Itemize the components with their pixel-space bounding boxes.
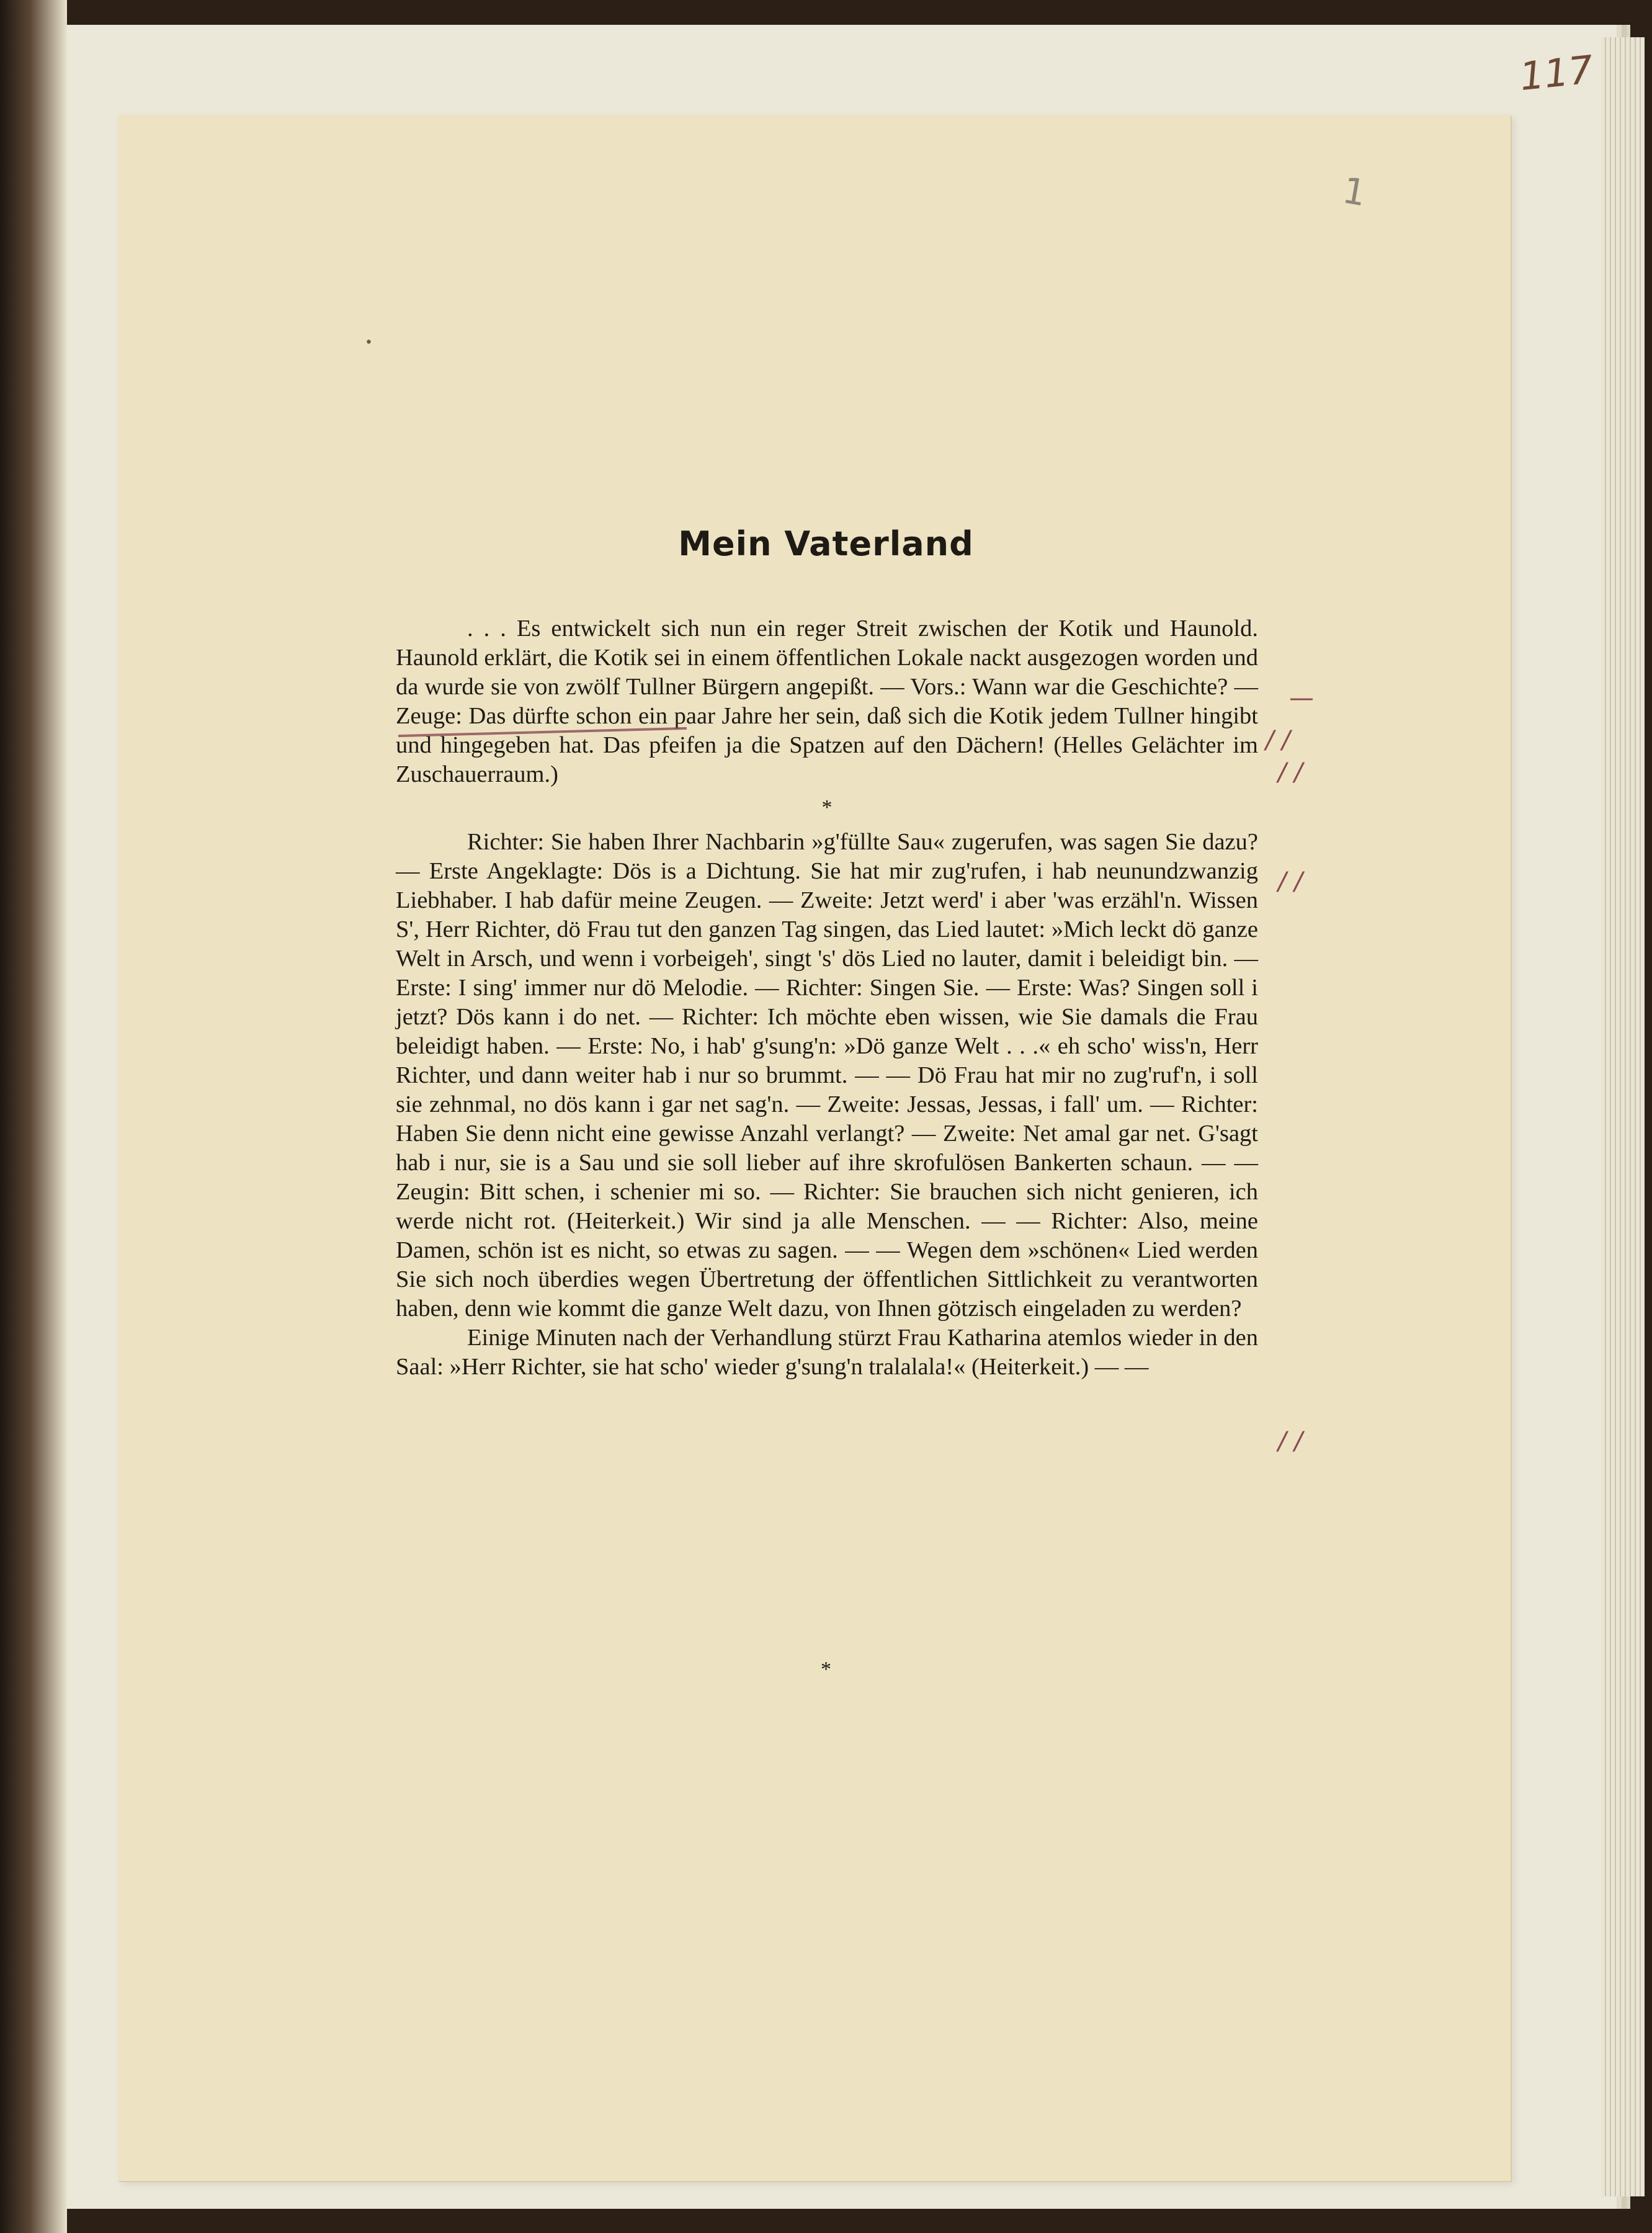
book-gutter [0,0,67,2233]
article-text [396,614,1258,1382]
page-edges [1601,37,1645,2196]
margin-note-2: / / [1266,726,1290,754]
margin-note-5: / / [1278,1427,1303,1456]
folio-number: 117 [1517,47,1596,100]
paragraph-3: Einige Minuten nach der Verhandlung stürzt Frau Katharina atemlos wieder in den Saal: »Herr Richter, sie hat scho' wieder g'sung'n tralalala!« (Heiterkeit.) — — [396,1325,1258,1380]
paragraph-1: . . . Es entwickelt sich nun ein reger Streit zwischen der Kotik und Haunold. Haunold erklärt, die Kotik sei in einem öffentlichen Lokale nackt ausgezogen worden und da wurde sie von zwölf Tullner Bürgern angepißt. — Vors.: Wann war die Geschichte? — Zeuge: Das dürfte schon ein paar Jahre her sein, daß sich die Kotik jedem Tullner hingibt und hingegeben hat. Das pfeifen ja die Spatzen auf den Dächern! (Helles Gelächter im Zuschauerraum.) [396,615,1258,787]
paragraph-2: Richter: Sie haben Ihrer Nachbarin »g'füllte Sau« zugerufen, was sagen Sie dazu? — Erste Angeklagte: Dös is a Dichtung. Sie hat mir zug'rufen, i hab neunundzwanzig Liebhaber. I hab dafür meine Zeugen. — Zweite: Jetzt werd' i aber 'was erzähl'n. Wissen S', Herr Richter, dö Frau tut den ganzen Tag singen, das Lied lautet: »Mich leckt dö ganze Welt in Arsch, und wenn i vorbeigeh', singt 's' dös Lied no lauter, damit i beleidigt bin. — Erste: I sing' immer nur dö Melodie. — Richter: Singen Sie. — Erste: Was? Singen soll i jetzt? Dös kann i do net. — Richter: Ich möchte eben wissen, wie Sie damals die Frau beleidigt haben. — Erste: No, i hab' g'sung'n: »Dö ganze Welt . . .« eh scho' wiss'n, Herr Richter, und dann weiter hab i nur so brummt. — — Dö Frau hat mir no zug'ruf'n, i soll sie zehnmal, no dös kann i gar net sag'n. — Zweite: Jessas, Jessas, i fall' um. — Richter: Haben Sie denn nicht eine gewisse Anzahl verlangt? — Zweite: Net amal gar net. G'sagt hab i nur, sie is a Sau und sie soll lieber auf ihre skrofulösen Bankerten schaun. — — Zeugin: Bitt schen, i schenier mi so. — Richter: Sie brauchen sich nicht genieren, ich werde nicht rot. (Heiterkeit.) Wir sind ja alle Menschen. — — Richter: Also, meine Damen, schön ist es nicht, so etwas zu sagen. — — Wegen dem »schönen« Lied werden Sie sich noch überdies wegen Übertretung der öffentlichen Sittlichkeit zu verantworten haben, denn wie kommt die ganze Welt dazu, von Ihnen götzisch eingeladen zu werden? [396,829,1258,1322]
margin-note-1: — [1289,684,1314,712]
stray-dot: • [365,335,373,351]
separator-asterisk: * [821,796,833,819]
margin-note-3: / / [1278,758,1303,787]
page-title: Mein Vaterland [678,524,974,563]
pencil-mark: 1 [1339,169,1370,215]
end-asterisk: * [821,1658,831,1681]
margin-note-4: / / [1278,867,1303,896]
